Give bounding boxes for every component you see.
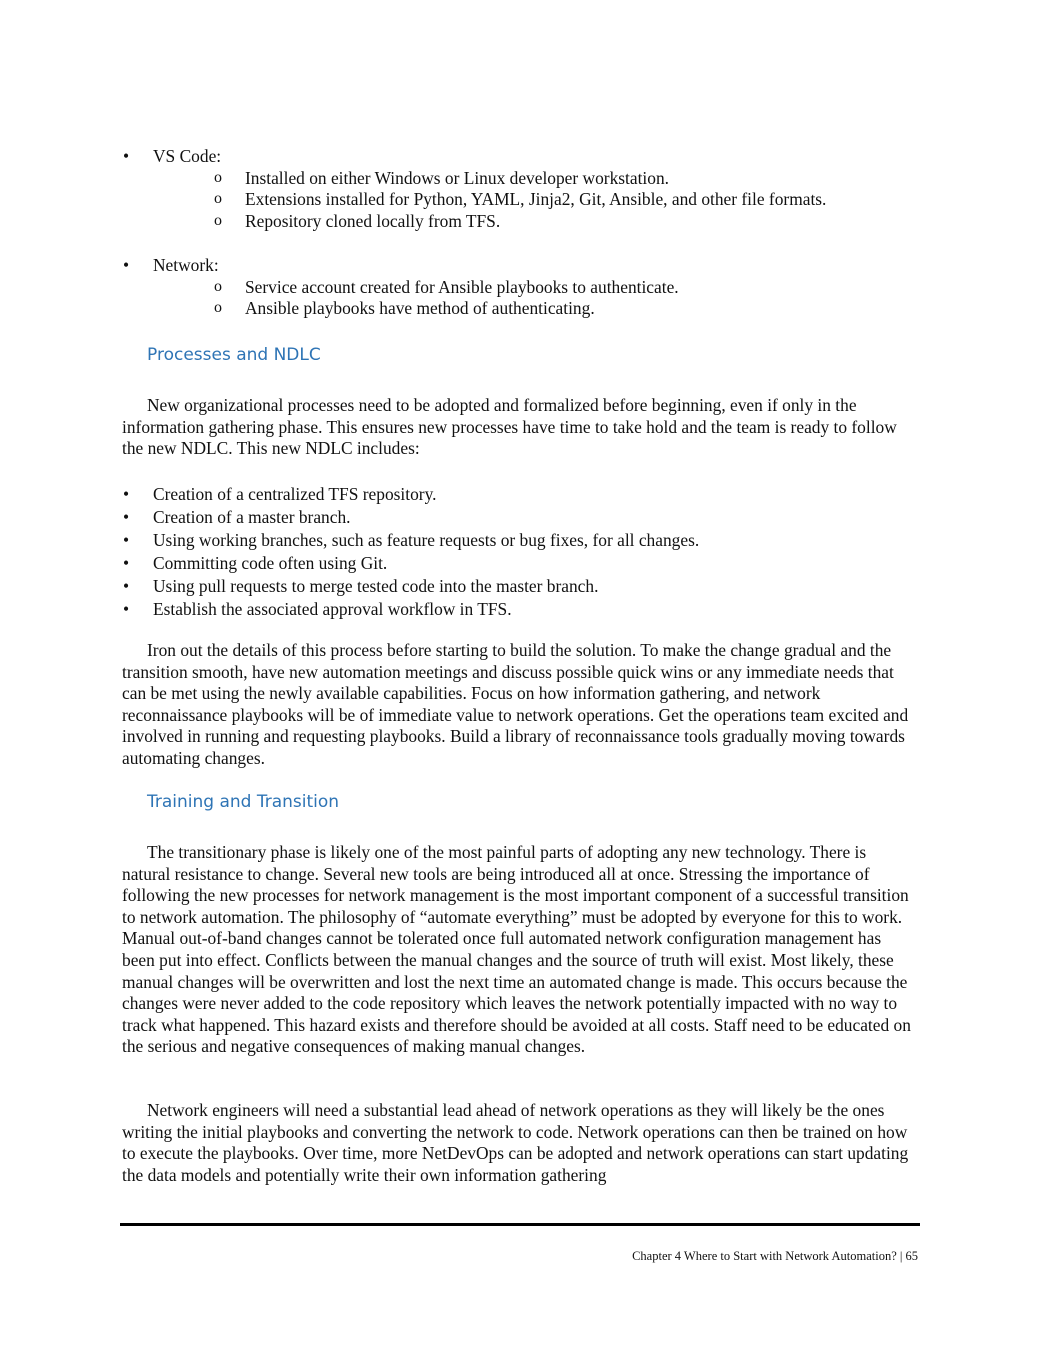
sub-list-item: o Repository cloned locally from TFS. [214, 210, 501, 231]
bullet-icon: • [123, 530, 130, 550]
paragraph: Network engineers will need a substantial lead ahead of network operations as they will likely be the ones writing the initial playbooks and converting the network to code. Network operations can then be trained on how to execute the playbooks. Over time, more NetDevOps can be adopted and network operations can start updating the data models and potentially write their own information gathering [122, 1100, 909, 1185]
sub-list-item: o Service account created for Ansible playbooks to authenticate. [214, 276, 679, 297]
footer-rule [120, 1223, 920, 1226]
paragraph: Iron out the details of this process before starting to build the solution. To make the change gradual and the transition smooth, have new automation meetings and discuss possible quick wins or any immediate needs that can be met using the newly available capabilities. Focus on how information gathering, and network reconnaissance playbooks will be of immediate value to network operations. Get the operations team excited and involved in running and requesting playbooks. Build a library of reconnaissance tools gradually moving towards automating changes. [122, 640, 909, 768]
bullet-icon: • [123, 507, 130, 527]
sub-bullet-icon: o [214, 190, 222, 208]
list-item-label: Network: [153, 255, 219, 275]
sub-bullet-icon: o [214, 299, 222, 317]
requirements-list-vscode [122, 146, 914, 232]
list-item: • Using pull requests to merge tested code into the master branch. [123, 576, 599, 596]
list-item: • Creation of a centralized TFS repository. [123, 484, 437, 504]
sub-list-item: o Installed on either Windows or Linux developer workstation. [214, 167, 669, 188]
section1-intro [122, 395, 914, 460]
section-heading-training: Training and Transition [147, 792, 340, 812]
sub-bullet-icon: o [214, 211, 222, 229]
section1-closing [122, 640, 914, 770]
sub-bullet-icon: o [214, 168, 222, 186]
list-item: • Establish the associated approval workflow in TFS. [123, 599, 512, 619]
paragraph: The transitionary phase is likely one of the most painful parts of adopting any new technology. There is natural resistance to change. Several new tools are being introduced all at once. Stressing the importance of following the new processes for network management is the most important component of a successful transition to network automation. The philosophy of “automate everything” must be adopted by everyone for this to work. Manual out-of-band changes cannot be tolerated once full automated network configuration management has been put into effect. Conflicts between the manual changes and the source of truth will exist. Most likely, these manual changes will be overwritten and lost the next time an automated change is made. This occurs because the changes were never added to the code repository which leaves the network potentially impacted with no way to track what happened. This hazard exists and therefore should be avoided at all costs. Staff need to be educated on the serious and negative consequences of making manual changes. [122, 842, 911, 1057]
list-item [122, 255, 914, 320]
paragraph: New organizational processes need to be adopted and formalized before beginning, even if only in the information gathering phase. This ensures new processes have time to take hold and the team is ready to follow the new NDLC. This new NDLC includes: [122, 395, 897, 459]
bullet-icon: • [123, 484, 130, 504]
sub-list-item: o Ansible playbooks have method of authenticating. [214, 298, 595, 319]
sub-bullet-icon: o [214, 277, 222, 295]
list-item-label: VS Code: [153, 146, 222, 166]
list-item: • Committing code often using Git. [123, 553, 388, 573]
page-footer: Chapter 4 Where to Start with Network Automation? | 65 [632, 1249, 918, 1263]
bullet-icon: • [123, 553, 130, 573]
ndlc-list [122, 483, 914, 621]
sub-list-item: o Extensions installed for Python, YAML, Jinja2, Git, Ansible, and other file formats. [214, 189, 827, 210]
list-item: • Using working branches, such as feature requests or bug fixes, for all changes. [123, 530, 700, 550]
section-heading-processes: Processes and NDLC [147, 345, 321, 365]
requirements-list-network [122, 255, 914, 320]
bullet-icon: • [123, 599, 130, 619]
bullet-icon: • [123, 146, 130, 166]
list-item: • Creation of a master branch. [123, 507, 351, 527]
bullet-icon: • [123, 255, 130, 275]
section2-paragraph-2 [122, 1100, 914, 1186]
section2-paragraph-1 [122, 842, 914, 1058]
list-item [122, 146, 914, 232]
bullet-icon: • [123, 576, 130, 596]
